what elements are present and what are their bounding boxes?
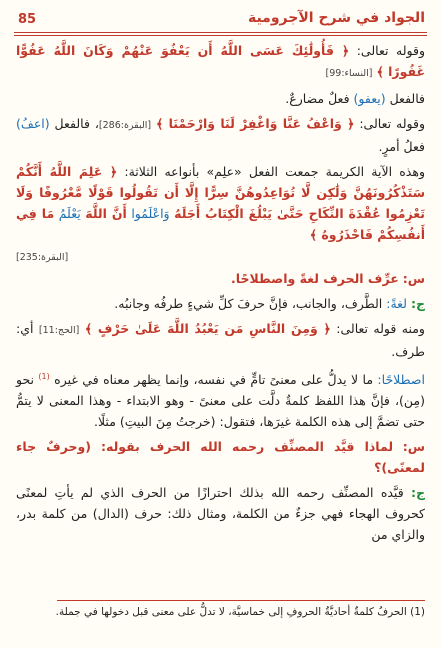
- verse-reference: [البقرة:235]: [16, 252, 69, 263]
- text: فعلُ أمرٍ.: [378, 139, 425, 154]
- quran-verse: ﴿ عَلِمَ اللَّهُ أَنَّكُمْ سَتَذْكُرُونَهُنَّ وَلَٰكِن لَّا تُوَاعِدُوهُنَّ سِرًّا إِلَّا أَن تَقُولُوا قَوْلًا مَّعْرُوفًا وَلَا تَعْزِمُوا عُقْدَةَ النِّكَاحِ حَتَّىٰ يَبْلُغَ الْكِتَابُ أَجَلَهُ: [16, 164, 425, 221]
- term-label: لغةً:: [386, 296, 407, 311]
- answer: [16, 482, 425, 545]
- question: [16, 268, 425, 289]
- quran-verse: ﴿ وَمِنَ النَّاسِ مَن يَعْبُدُ اللَّهَ عَلَىٰ حَرْفٍ ﴾: [84, 321, 331, 336]
- answer: [16, 293, 425, 314]
- footnote-marker[interactable]: (1): [38, 372, 50, 381]
- term-label: اصطلاحًا:: [377, 372, 425, 388]
- text: نحو (مِن)، فإنَّ هذا اللفظ كلمةٌ دلَّت على معنىً - وهو الابتداء - وهذا المعنى لا يتمُّ حتى تضمَّ إلى هذه الكلمة غيرَها، فتقول: (خرجتُ مِنَ البيتِ) مثلًا.: [16, 372, 425, 430]
- answer-marker: ج:: [410, 485, 425, 501]
- page-header: [14, 8, 427, 34]
- paragraph: [16, 318, 425, 362]
- text: وقوله تعالى:: [356, 43, 425, 58]
- quran-verse: أَنَّ اللَّهَ: [85, 206, 127, 221]
- text: الطَّرف، والجانب، فإنَّ حرفَ كلِّ شيءٍ طرفُه وجانبُه.: [114, 296, 383, 311]
- highlighted-word: (يعفو): [353, 91, 386, 106]
- header-rule-thin: [14, 35, 427, 36]
- highlighted-word: (اعفُ): [16, 116, 50, 131]
- text: وهذه الآية الكريمة جمعت الفعل «علِم» بأنواعه الثلاثة:: [124, 164, 425, 179]
- quran-verse: ﴿ فَأُولَٰئِكَ عَسَى اللَّهُ أَن يَعْفُوَ عَنْهُمْ وَكَانَ اللَّهُ عَفُوًّا غَفُورًا ﴾: [16, 43, 425, 79]
- question-text: لماذا قيَّد المصنِّف رحمه الله الحرف بقوله: (وحرفٌ جاء لمعنًى)؟: [16, 439, 425, 476]
- text: فالفعل: [389, 91, 425, 106]
- text: قيَّده المصنِّف رحمه الله بذلك احترازًا من الحرف الذي لم يأتِ لمعنًى كحروف الهجاء فهي جزءٌ من الكلمة، ومثال ذلك: حرف (الدال) من كلمة بدر، والزاي من: [16, 485, 425, 543]
- paragraph: [16, 161, 425, 245]
- running-title: الجواد في شرح الآجرومية: [247, 10, 425, 26]
- answer-marker: ج:: [410, 296, 425, 311]
- text: وقوله تعالى:: [359, 116, 425, 131]
- verse-reference: [البقرة:286]: [98, 120, 152, 131]
- question-marker: س:: [402, 271, 425, 286]
- text: ومنه قوله تعالى:: [336, 321, 425, 336]
- paragraph: [16, 88, 425, 109]
- footnote-text: (1) الحرفُ كلمةٌ أحاديَّةُ الحروفِ إلى خماسيَّة، لا تدلُّ على معنى قبل دخولها في جملة.: [55, 606, 425, 618]
- paragraph: [16, 366, 425, 432]
- quran-verse: مَا فِي أَنفُسِكُمْ فَاحْذَرُوهُ ﴾: [16, 206, 425, 242]
- text: فعلٌ مضارعٌ.: [285, 91, 350, 106]
- paragraph: [16, 40, 425, 84]
- question: [16, 436, 425, 478]
- verse-reference: [الحج:11]: [38, 325, 80, 336]
- paragraph: [16, 113, 425, 157]
- question-marker: س:: [402, 439, 425, 455]
- page-number: 85: [18, 12, 37, 27]
- quran-verse: ﴿ وَاعْفُ عَنَّا وَاغْفِرْ لَنَا وَارْحَمْنَا ﴾: [156, 116, 355, 131]
- footnote-rule: [57, 600, 425, 601]
- text: ، فالفعل: [54, 116, 99, 131]
- question-text: عرِّف الحرف لغةً واصطلاحًا.: [231, 271, 399, 286]
- page-body: [16, 40, 425, 549]
- highlighted-word: وَاعْلَمُوا: [131, 206, 170, 221]
- header-rule: [14, 32, 427, 33]
- footnotes: [16, 600, 425, 620]
- verse-reference: [النساء:99]: [325, 68, 373, 79]
- highlighted-word: يَعْلَمُ: [58, 206, 81, 221]
- text: ما لا يدلُّ على معنىً تامٍّ في نفسه، وإنما يظهر معناه في غيره: [54, 372, 374, 388]
- text: أي: طرف.: [16, 321, 425, 359]
